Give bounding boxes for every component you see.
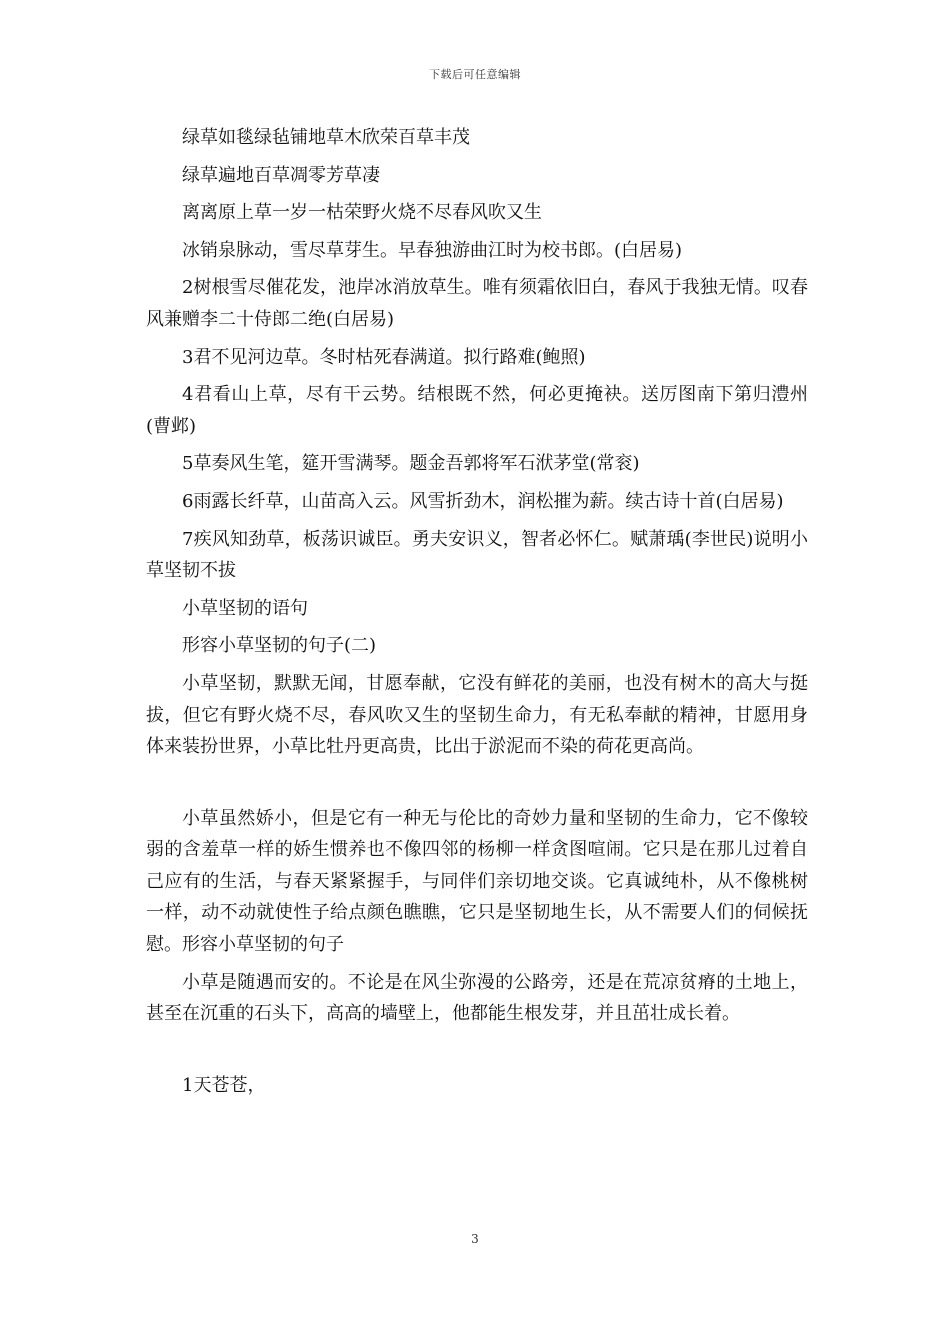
paragraph-spacer xyxy=(146,1036,808,1070)
paragraph: 冰销泉脉动，雪尽草芽生。早春独游曲江时为校书郎。(白居易) xyxy=(182,239,683,261)
paragraph: 5草奏风生笔，筵开雪满琴。题金吾郭将军石洑茅堂(常衮) xyxy=(182,453,640,475)
page-header: 下载后可任意编辑 xyxy=(429,68,521,81)
paragraph: 3君不见河边草。冬时枯死春满道。拟行路难(鲍照) xyxy=(182,346,586,368)
paragraph: 绿草遍地百草凋零芳草凄 xyxy=(182,164,380,186)
paragraph: 7疾风知劲草，板荡识诚臣。勇夫安识义，智者必怀仁。赋萧瑀(李世民)说明小草坚韧不拔 xyxy=(146,528,808,582)
paragraph: 4君看山上草，尽有干云势。结根既不然，何必更掩袂。送厉图南下第归澧州(曹邺) xyxy=(146,384,808,437)
paragraph: 形容小草坚韧的句子(二) xyxy=(182,635,377,657)
page-number: 3 xyxy=(471,1232,479,1246)
paragraph: 绿草如毯绿毡铺地草木欣荣百草丰茂 xyxy=(182,127,470,148)
paragraph: 1天苍苍， xyxy=(182,1074,266,1096)
paragraph: 离离原上草一岁一枯荣野火烧不尽春风吹又生 xyxy=(182,202,542,224)
paragraph: 小草虽然娇小，但是它有一种无与伦比的奇妙力量和坚韧的生命力，它不像较弱的含羞草一样的娇生惯养也不像四邻的杨柳一样贪图喧闹。它只是在那儿过着自己应有的生活，与春天紧紧握手，与同伴们亲切地交谈。它真诚纯朴，从不像桃树一样，动不动就使性子给点颜色瞧瞧，它只是坚韧地生长，从不需要人们的伺候抚慰。形容小草坚韧的句子 xyxy=(146,807,808,956)
paragraph: 小草坚韧，默默无闻，甘愿奉献，它没有鲜花的美丽，也没有树木的高大与挺拔，但它有野火烧不尽，春风吹又生的坚韧生命力，有无私奉献的精神，甘愿用身体来装扮世界，小草比牡丹更高贵，比出于淤泥而不染的荷花更高尚。 xyxy=(146,672,808,758)
paragraph: 小草坚韧的语句 xyxy=(182,597,308,619)
document-body xyxy=(146,122,808,1107)
paragraph-spacer xyxy=(146,769,808,803)
paragraph: 小草是随遇而安的。不论是在风尘弥漫的公路旁，还是在荒凉贫瘠的土地上，甚至在沉重的石头下，高高的墙壁上，他都能生根发芽，并且茁壮成长着。 xyxy=(146,971,808,1025)
paragraph: 2树根雪尽催花发，池岸冰消放草生。唯有须霜依旧白，春风于我独无情。叹春风兼赠李二十侍郎二绝(白居易) xyxy=(146,277,808,330)
paragraph: 6雨露长纤草，山苗高入云。风雪折劲木，润松摧为薪。续古诗十首(白居易) xyxy=(182,490,784,512)
